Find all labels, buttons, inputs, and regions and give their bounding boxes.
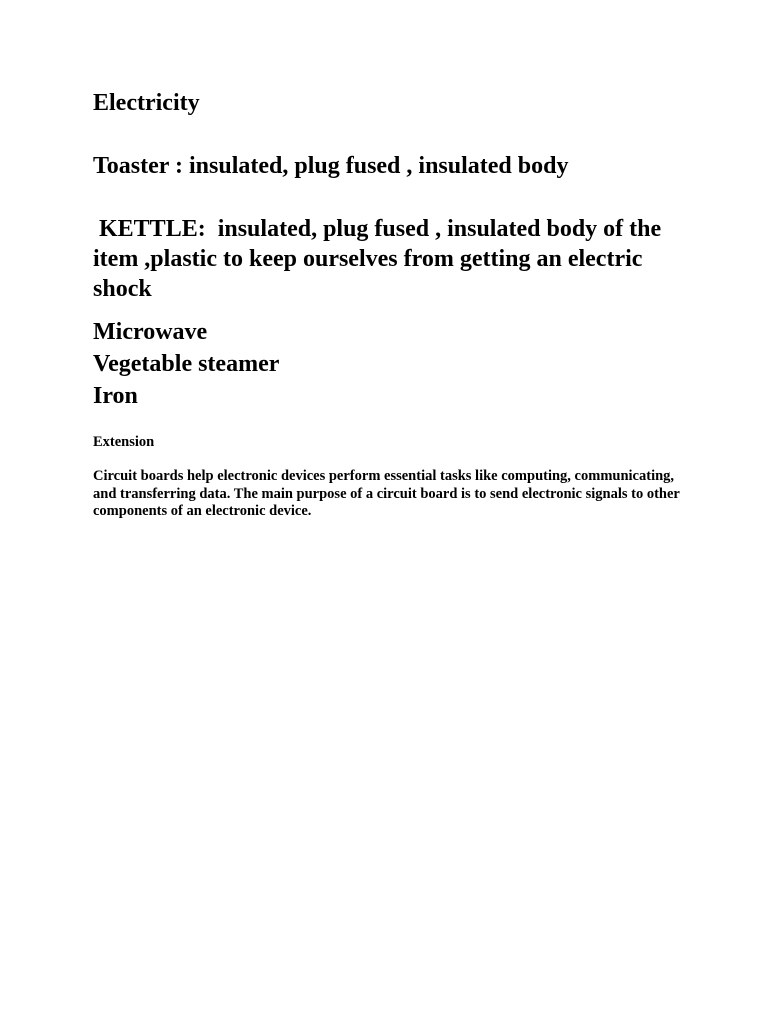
toaster-line: Toaster : insulated, plug fused , insulated body [93,153,569,179]
kettle-line: KETTLE: insulated, plug fused , insulated body of the item ,plastic to keep ourselves from getting an electric shock [93,216,668,302]
document-content [93,88,683,535]
extension-paragraph: Circuit boards help electronic devices perform essential tasks like computing, communicating, and transferring data. The main purpose of a circuit board is to send electronic signals to other components of an electronic device. [93,468,680,519]
appliance-iron: Iron [93,383,138,409]
page-title: Electricity [93,90,200,116]
appliance-vegetable-steamer: Vegetable steamer [93,351,280,377]
appliance-microwave: Microwave [93,319,208,345]
appliance-list [93,316,683,412]
extension-heading: Extension [93,434,155,450]
